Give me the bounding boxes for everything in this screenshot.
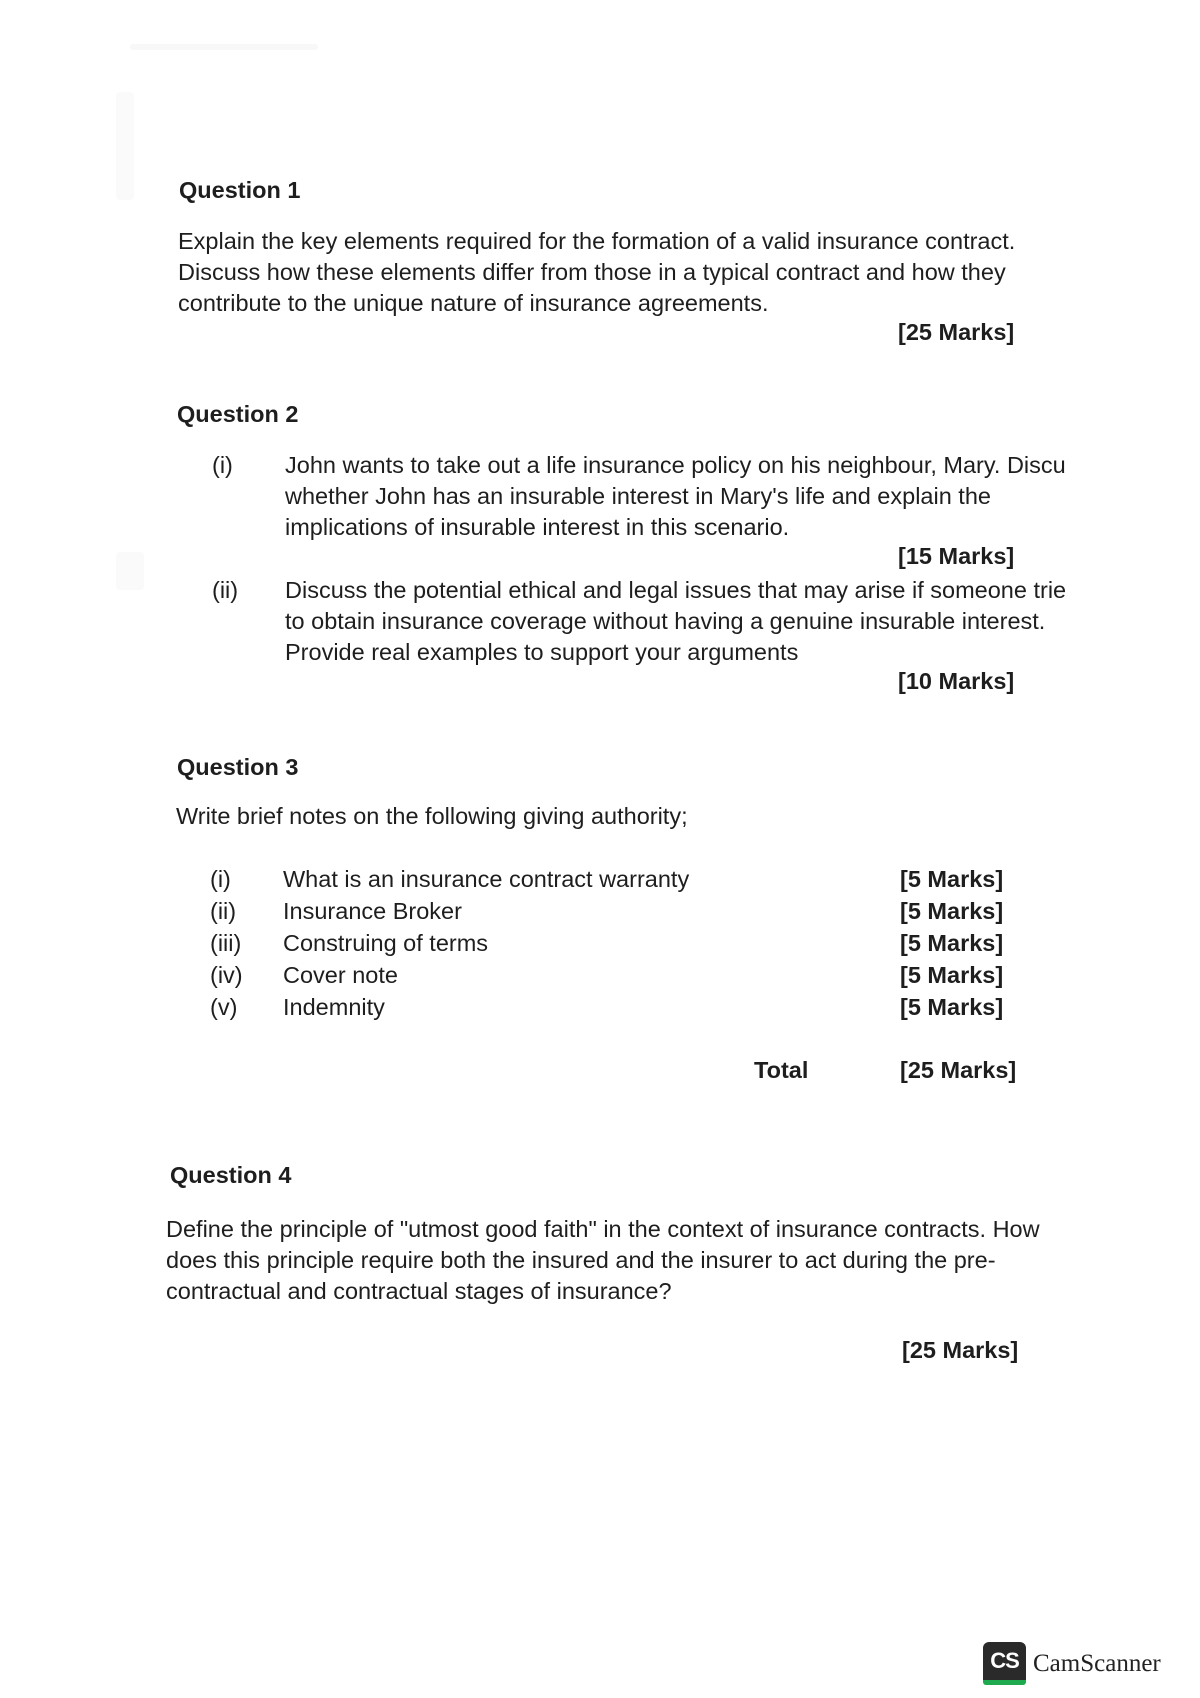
note-marks: [5 Marks] xyxy=(900,930,1004,956)
part-line: Provide real examples to support your arguments xyxy=(285,639,799,665)
question-1-line: Discuss how these elements differ from those in a typical contract and how they xyxy=(178,259,1006,285)
note-item xyxy=(0,960,1200,991)
part-marks: [15 Marks] xyxy=(898,543,1015,569)
question-3-total xyxy=(0,1055,1200,1086)
note-marks: [5 Marks] xyxy=(900,898,1004,924)
note-item xyxy=(0,992,1200,1023)
camscanner-brand: CamScanner xyxy=(1033,1650,1161,1677)
part-text xyxy=(285,450,1066,543)
question-1-marks: [25 Marks] xyxy=(898,319,1015,345)
note-label: (iii) xyxy=(210,930,242,956)
question-4-line: Define the principle of "utmost good faith" in the context of insurance contracts. How xyxy=(166,1216,1040,1242)
question-3-intro: Write brief notes on the following giving authority; xyxy=(176,803,688,829)
note-item xyxy=(0,864,1200,895)
part-label: (i) xyxy=(212,452,233,478)
note-label: (i) xyxy=(210,866,231,892)
part-line: Discuss the potential ethical and legal issues that may arise if someone trie xyxy=(285,577,1067,603)
note-text: Construing of terms xyxy=(283,930,489,956)
total-marks: [25 Marks] xyxy=(900,1057,1017,1083)
question-4-body xyxy=(166,1214,1040,1307)
note-marks: [5 Marks] xyxy=(900,866,1004,892)
question-1-heading: Question 1 xyxy=(179,177,301,203)
part-line: to obtain insurance coverage without having a genuine insurable interest. xyxy=(285,608,1046,634)
part-marks: [10 Marks] xyxy=(898,668,1015,694)
note-label: (ii) xyxy=(210,898,237,924)
note-text: Cover note xyxy=(283,962,398,988)
part-label: (ii) xyxy=(212,577,239,603)
question-4-heading: Question 4 xyxy=(170,1162,292,1188)
part-line: whether John has an insurable interest in Mary's life and explain the xyxy=(285,483,991,509)
note-label: (iv) xyxy=(210,962,243,988)
part-line: implications of insurable interest in this scenario. xyxy=(285,514,790,540)
scan-artifact xyxy=(116,92,134,200)
question-1-line: Explain the key elements required for the formation of a valid insurance contract. xyxy=(178,228,1016,254)
scan-artifact xyxy=(130,44,318,50)
part-text xyxy=(285,575,1066,668)
question-2-part-ii xyxy=(0,575,1200,699)
question-2-heading: Question 2 xyxy=(177,401,299,427)
question-2-part-i xyxy=(0,450,1200,574)
part-line: John wants to take out a life insurance policy on his neighbour, Mary. Discu xyxy=(285,452,1066,478)
note-text: What is an insurance contract warranty xyxy=(283,866,690,892)
note-label: (v) xyxy=(210,994,238,1020)
question-4-line: contractual and contractual stages of insurance? xyxy=(166,1278,672,1304)
question-1-body xyxy=(178,226,1015,319)
note-item xyxy=(0,928,1200,959)
question-4-line: does this principle require both the insured and the insurer to act during the pre- xyxy=(166,1247,996,1273)
question-3-heading: Question 3 xyxy=(177,754,299,780)
note-marks: [5 Marks] xyxy=(900,994,1004,1020)
note-item xyxy=(0,896,1200,927)
total-label: Total xyxy=(754,1057,809,1083)
note-marks: [5 Marks] xyxy=(900,962,1004,988)
camscanner-logo-icon: CS xyxy=(983,1642,1026,1685)
note-text: Insurance Broker xyxy=(283,898,462,924)
question-1-line: contribute to the unique nature of insurance agreements. xyxy=(178,290,769,316)
question-4-marks: [25 Marks] xyxy=(902,1337,1019,1363)
note-text: Indemnity xyxy=(283,994,385,1020)
